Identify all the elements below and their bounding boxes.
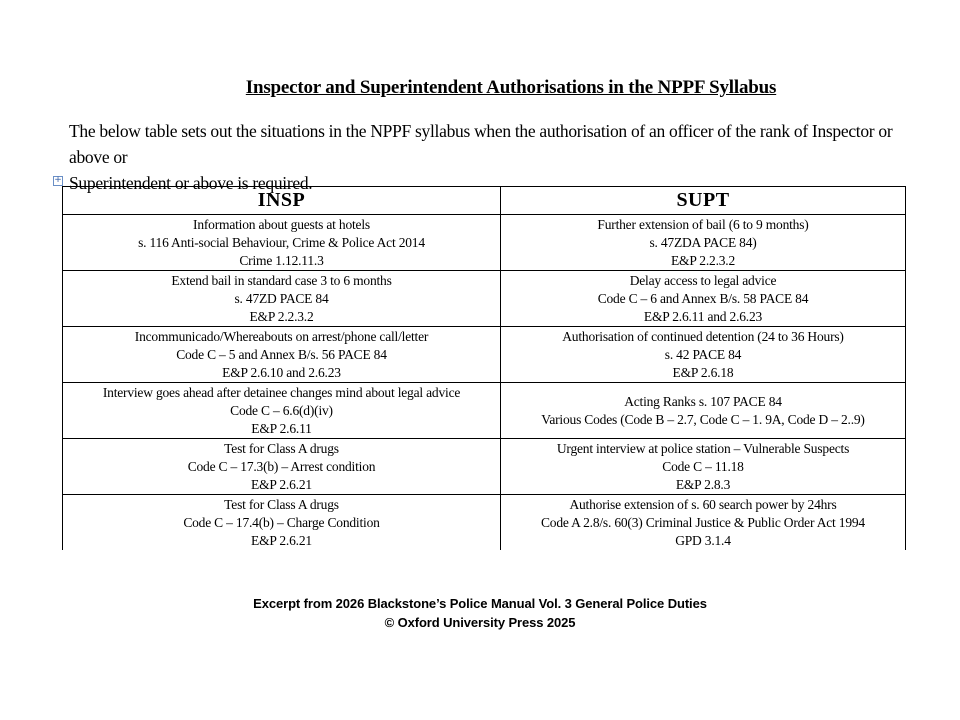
cell-text-line: Code C – 17.4(b) – Charge Condition xyxy=(183,514,380,530)
cell-text-line: Test for Class A drugs xyxy=(224,440,339,456)
cell-text-line: Interview goes ahead after detainee changes mind about legal advice xyxy=(102,384,461,400)
cell-text-line: Crime 1.12.11.3 xyxy=(239,252,324,268)
cell-text-line: s. 42 PACE 84 xyxy=(664,346,742,362)
cell-text-line: Code C – 5 and Annex B/s. 56 PACE 84 xyxy=(176,346,387,362)
table-body xyxy=(63,215,906,551)
footer-excerpt-line: Excerpt from 2026 Blackstone’s Police Manual Vol. 3 General Police Duties xyxy=(253,596,707,611)
table-cell-supt xyxy=(501,327,906,383)
cell-text-line: GPD 3.1.4 xyxy=(675,532,731,548)
source-footer xyxy=(0,594,960,632)
cell-text-line: Code C – 17.3(b) – Arrest condition xyxy=(187,458,376,474)
cell-text-line: Information about guests at hotels xyxy=(193,216,370,232)
table-cell-insp xyxy=(63,327,501,383)
cell-text-line: Acting Ranks s. 107 PACE 84 xyxy=(624,393,782,409)
cell-text-line: Authorisation of continued detention (24 to 36 Hours) xyxy=(562,328,844,344)
cell-text-line: Code C – 6 and Annex B/s. 58 PACE 84 xyxy=(597,290,809,306)
intro-paragraph xyxy=(69,118,899,196)
document-title: Inspector and Superintendent Authorisations in the NPPF Syllabus xyxy=(245,77,777,98)
column-header-insp: INSP xyxy=(63,187,501,215)
table-cell-insp xyxy=(63,383,501,439)
cell-text-line: Authorise extension of s. 60 search power by 24hrs xyxy=(569,496,837,512)
table-cell-supt xyxy=(501,215,906,271)
table-cell-supt xyxy=(501,495,906,551)
cell-text-line: s. 47ZD PACE 84 xyxy=(234,290,329,306)
table-cell-supt xyxy=(501,439,906,495)
cell-text-line: Code C – 6.6(d)(iv) xyxy=(230,402,333,418)
authorisations-table xyxy=(62,186,906,550)
table-row xyxy=(63,383,906,439)
cell-text-line: Further extension of bail (6 to 9 months) xyxy=(597,216,809,232)
table-row xyxy=(63,215,906,271)
column-header-supt: SUPT xyxy=(501,187,906,215)
cell-text-line: Code A 2.8/s. 60(3) Criminal Justice & Public Order Act 1994 xyxy=(541,514,865,530)
table-cell-insp xyxy=(63,439,501,495)
cell-text-line: Code C – 11.18 xyxy=(662,458,744,474)
cell-text-line: Delay access to legal advice xyxy=(629,272,777,288)
table-row xyxy=(63,439,906,495)
table-cell-supt xyxy=(501,383,906,439)
cell-text-line: Various Codes (Code B – 2.7, Code C – 1. 9A, Code D – 2..9) xyxy=(541,411,865,427)
cell-text-line: s. 47ZDA PACE 84) xyxy=(649,234,757,250)
cell-text-line: E&P 2.2.3.2 xyxy=(670,252,736,268)
table-cell-insp xyxy=(63,215,501,271)
table-move-handle-icon[interactable]: + xyxy=(54,175,62,185)
cell-text-line: E&P 2.6.21 xyxy=(251,532,312,548)
cell-text-line: E&P 2.6.10 and 2.6.23 xyxy=(222,364,341,380)
footer-copyright-line: © Oxford University Press 2025 xyxy=(384,615,576,630)
table-row xyxy=(63,327,906,383)
cell-text-line: Urgent interview at police station – Vulnerable Suspects xyxy=(556,440,850,456)
cell-text-line: Test for Class A drugs xyxy=(224,496,339,512)
cell-text-line: Extend bail in standard case 3 to 6 months xyxy=(171,272,392,288)
table-header-row xyxy=(63,187,906,215)
table-row xyxy=(63,271,906,327)
cell-text-line: s. 116 Anti-social Behaviour, Crime & Police Act 2014 xyxy=(138,234,425,250)
cell-text-line: E&P 2.6.11 xyxy=(251,420,312,436)
intro-line: The below table sets out the situations in the NPPF syllabus when the authorisation of an officer of the rank of Inspector or above or xyxy=(69,121,893,167)
table-cell-supt xyxy=(501,271,906,327)
cell-text-line: E&P 2.2.3.2 xyxy=(249,308,314,324)
intro-line: Superintendent or above is required. xyxy=(69,173,313,193)
table-cell-insp xyxy=(63,495,501,551)
table-row xyxy=(63,495,906,551)
cell-text-line: E&P 2.8.3 xyxy=(675,476,731,492)
cell-text-line: E&P 2.6.11 and 2.6.23 xyxy=(643,308,763,324)
cell-text-line: Incommunicado/Whereabouts on arrest/phone call/letter xyxy=(134,328,429,344)
table-cell-insp xyxy=(63,271,501,327)
cell-text-line: E&P 2.6.21 xyxy=(251,476,312,492)
cell-text-line: E&P 2.6.18 xyxy=(672,364,734,380)
